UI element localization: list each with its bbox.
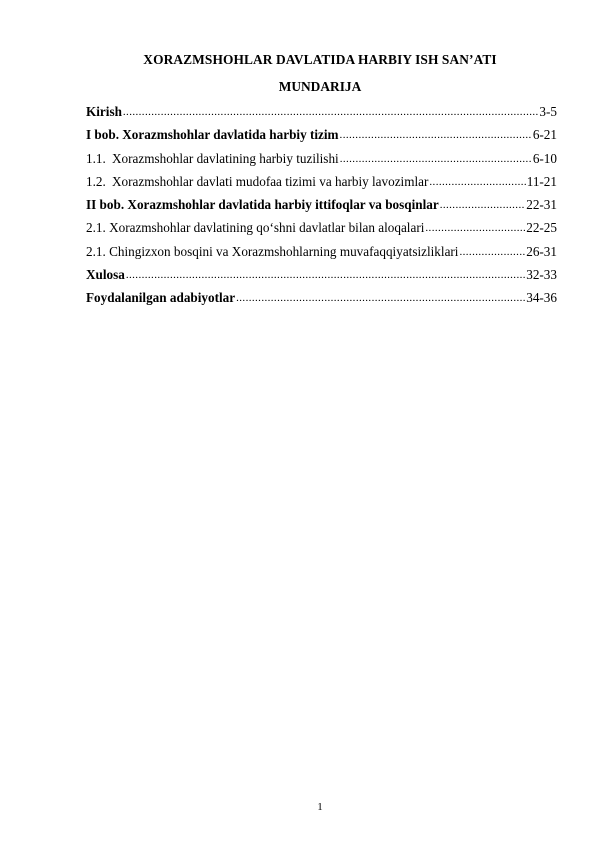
toc-entry-pages: 11-21 — [526, 173, 557, 189]
toc-entry-section-1-1 — [86, 151, 557, 174]
toc-entry-pages: 6-10 — [532, 150, 557, 166]
toc-dot-leader — [459, 246, 525, 258]
toc-entry-chapter-1 — [86, 127, 557, 150]
toc-entry-label: Kirish — [86, 104, 122, 119]
toc-entry-pages: 22-31 — [526, 197, 557, 213]
toc-entry-section-2-2 — [86, 244, 557, 267]
toc-entry-pages: 22-25 — [526, 220, 557, 236]
toc-entry-label: II bob. Xorazmshohlar davlatida harbiy ittifoqlar va bosqinlar — [86, 197, 439, 213]
toc-entry-xulosa — [86, 267, 557, 290]
toc-entry-label: 2.1. Chingizxon bosqini va Xorazmshohlarning muvafaqqiyatsizliklari — [86, 243, 459, 259]
toc-entry-pages: 26-31 — [526, 243, 557, 259]
toc-entry-references — [86, 290, 557, 313]
toc-entry-label: I bob. Xorazmshohlar davlatida harbiy tizim — [86, 127, 339, 143]
toc-entry-label: Xorazmshohlar davlatining harbiy tuzilishi — [112, 150, 339, 166]
toc-entry-label: Foydalanilgan adabiyotlar — [86, 290, 236, 306]
toc-dot-leader — [340, 129, 532, 141]
toc-dot-leader — [429, 176, 525, 188]
toc-entry-chapter-2 — [86, 197, 557, 220]
toc-entry-label: Xorazmshohlar davlati mudofaa tizimi va harbiy lavozimlar — [112, 173, 429, 189]
table-of-contents — [86, 104, 557, 314]
page-number: 1 — [317, 801, 323, 813]
toc-entry-section-2-1 — [86, 220, 557, 243]
document-title: XORAZMSHOHLAR DAVLATIDA HARBIY ISH SAN’ATI — [143, 52, 497, 67]
toc-dot-leader — [340, 153, 532, 165]
toc-entry-pages: 34-36 — [526, 290, 557, 306]
toc-heading: MUNDARIJA — [278, 79, 362, 94]
toc-entry-label: Xulosa — [86, 267, 125, 283]
toc-entry-pages: 3-5 — [539, 104, 557, 119]
toc-dot-leader — [126, 269, 525, 281]
toc-entry-kirish — [86, 104, 557, 127]
toc-dot-leader — [425, 222, 525, 234]
toc-dot-leader — [123, 106, 539, 118]
toc-entry-number: 1.2. — [86, 173, 106, 189]
toc-entry-pages: 6-21 — [532, 127, 557, 143]
toc-dot-leader — [236, 292, 525, 304]
toc-entry-section-1-2 — [86, 174, 557, 197]
toc-dot-leader — [440, 199, 526, 211]
toc-entry-label: 2.1. Xorazmshohlar davlatining qo‘shni davlatlar bilan aloqalari — [86, 220, 425, 236]
toc-entry-pages: 32-33 — [526, 267, 557, 283]
toc-entry-number: 1.1. — [86, 150, 106, 166]
